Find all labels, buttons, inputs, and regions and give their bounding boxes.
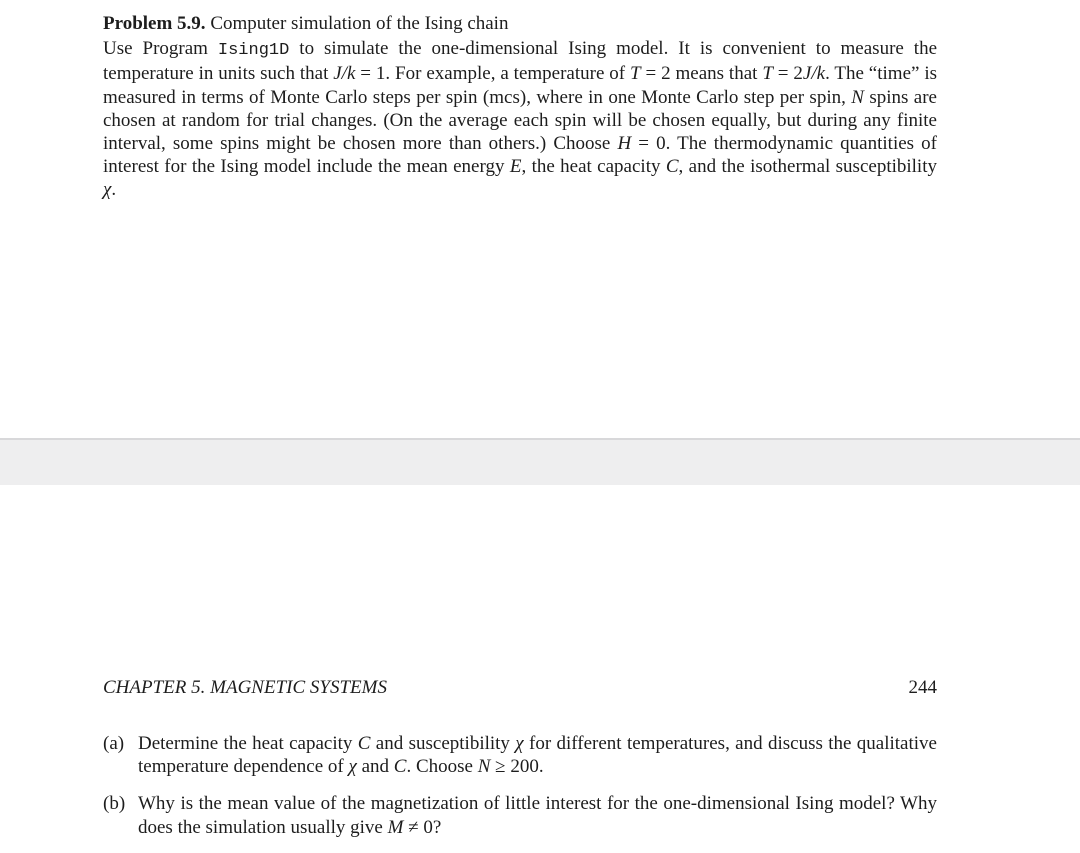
text-run: , the heat capacity (521, 156, 666, 178)
math-symbol: H (617, 133, 632, 155)
math-symbol: N (477, 756, 491, 778)
text-run: Determine the heat capacity (138, 733, 358, 754)
problem-heading (103, 12, 937, 35)
math-symbol: χ (103, 179, 112, 201)
text-run: to simulate the one-dimensional Ising model. It is convenient to measure the temperature in units such that (103, 38, 938, 85)
text-run: for different temperatures, and discuss the qualitative temperature dependence of (138, 733, 937, 778)
text-run: . The “time” is measured in terms of Monte Carlo steps per spin (mcs), where in one Monte Carlo step per spin, (103, 63, 937, 108)
problem-statement (103, 12, 937, 202)
chapter-title: CHAPTER 5. MAGNETIC SYSTEMS (103, 677, 387, 698)
part-a (103, 732, 937, 778)
problem-number: Problem 5.9. (103, 13, 206, 34)
text-run: ≥ 200. (490, 756, 544, 778)
text-run: spins are chosen at random for trial changes. (On the average each spin will be chosen equally, but during any finite interval, some spins might be chosen more than others.) Choose (103, 86, 937, 155)
math-symbol: E (509, 156, 522, 178)
part-label: (b) (103, 793, 126, 815)
part-label: (a) (103, 733, 125, 754)
math-symbol: J/k (802, 63, 826, 85)
math-symbol: χ (348, 756, 357, 778)
math-symbol: T (762, 63, 773, 85)
problem-body (103, 37, 937, 201)
text-run: Use Program (103, 38, 218, 60)
text-run: = 2 (772, 63, 803, 85)
math-symbol: C (665, 156, 679, 178)
problem-parts (103, 732, 937, 853)
text-run: . Choose (406, 756, 478, 778)
text-run: = 1. For example, a temperature of (355, 63, 631, 85)
text-run: = 0. The thermodynamic quantities of interest for the Ising model include the mean energy (103, 133, 937, 178)
part-b (103, 792, 937, 838)
text-run: ≠ 0? (403, 816, 442, 838)
page-number: 244 (908, 677, 937, 698)
math-symbol: χ (515, 733, 524, 754)
text-run: . (111, 179, 117, 201)
program-name: Ising1D (217, 41, 290, 61)
text-run: and susceptibility (370, 733, 516, 754)
text-run: and (356, 756, 394, 778)
math-symbol: T (630, 63, 641, 85)
text-run: = 2 means that (640, 63, 763, 85)
problem-title: Computer simulation of the Ising chain (210, 13, 509, 34)
math-symbol: J/k (333, 63, 356, 85)
math-symbol: M (387, 816, 404, 838)
math-symbol: C (393, 756, 407, 778)
math-symbol: C (357, 733, 371, 754)
text-run: Why is the mean value of the magnetization of little interest for the one-dimensional Ising model? Why does the simulation usually give (138, 793, 937, 838)
page-separator (0, 438, 1080, 485)
math-symbol: N (851, 86, 864, 108)
text-run: , and the isothermal susceptibility (678, 156, 937, 178)
